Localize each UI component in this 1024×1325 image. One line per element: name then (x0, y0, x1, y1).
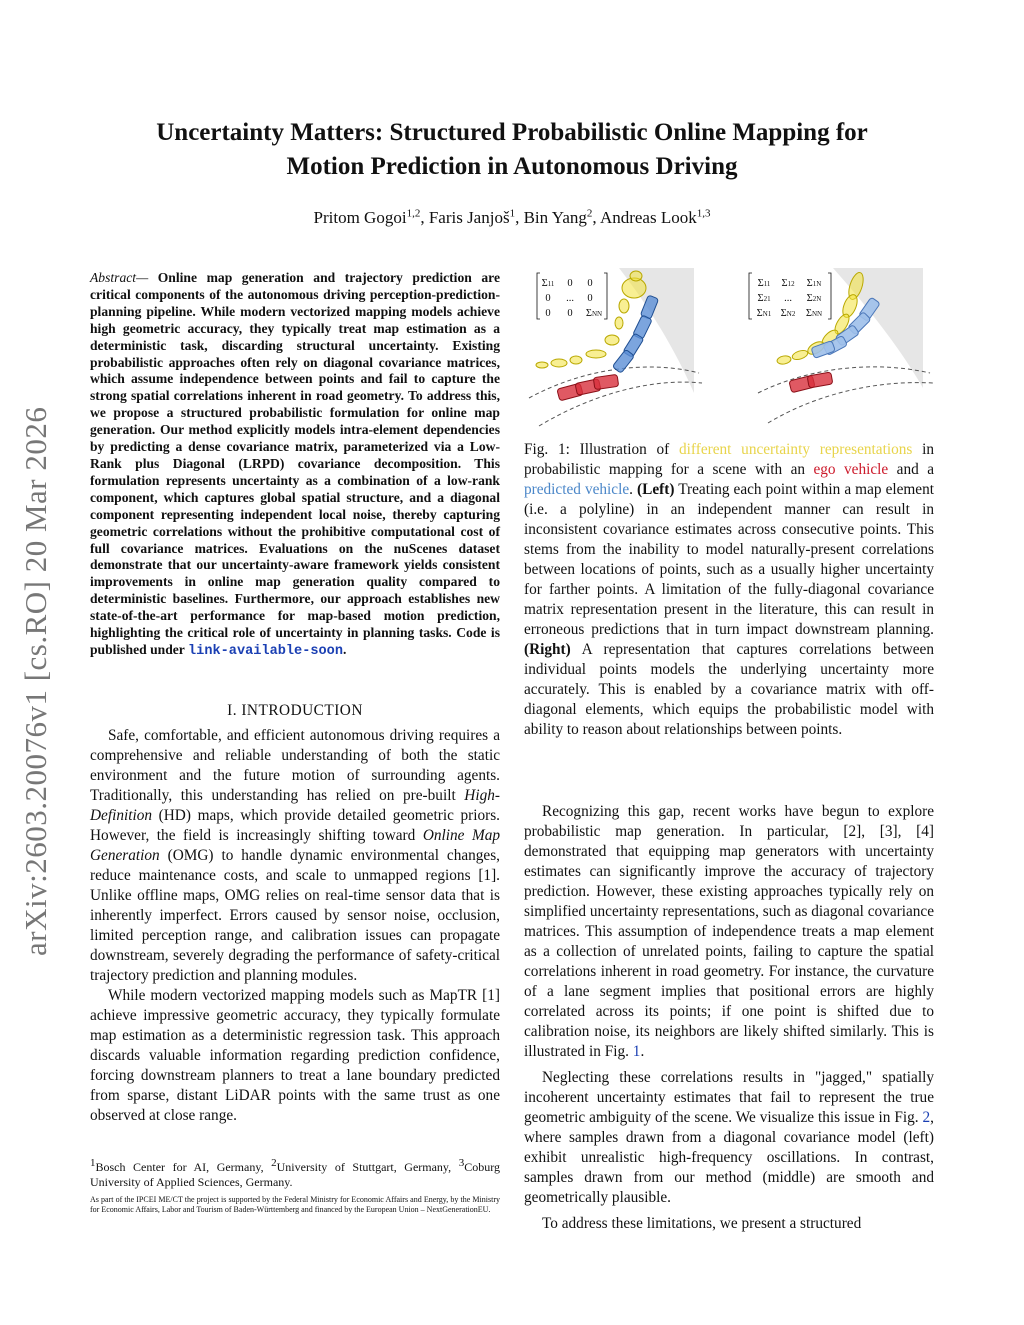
author-4: Andreas Look (599, 208, 697, 227)
svg-text:...: ... (566, 293, 574, 304)
intro-paragraph-2: While modern vectorized mapping models such as MapTR [1] achieve impressive geometric accuracy, they typically formulate map estimation as a deterministic regression task. This approach discards valuable information regarding prediction confidence, forcing downstream planners to treat a lane boundary predicted from sparse, distant LiDAR points with the same trust as one observed at close range. (90, 987, 500, 1124)
svg-text:ΣN2: ΣN2 (780, 308, 796, 319)
abstract-lead: Abstract— (90, 270, 149, 285)
caption-predicted-term: predicted vehicle (524, 481, 630, 498)
author-2: Faris Janjoš (428, 208, 510, 227)
abstract (90, 270, 500, 661)
svg-text:Σ11: Σ11 (757, 278, 771, 289)
author-1: Pritom Gogoi (313, 208, 407, 227)
figure-left-panel (529, 268, 702, 426)
introduction-text (90, 726, 500, 1126)
affiliations: $^1$Bosch Center for AI, Germany, $^2$University of Stuttgart, Germany, $^3$Coburg University of Applied Sciences, Germany. (90, 1157, 500, 1189)
svg-text:...: ... (784, 293, 792, 304)
author-2-affil: 1 (509, 207, 516, 220)
funding-note: As part of the IPCEI ME/CT the project is supported by the Federal Ministry for Economic Affairs and Energy, by the Ministry for Economic Affairs, Labor and Tourism of Baden-Württemberg and financed by the European Union – NextGenerationEU. (90, 1195, 500, 1214)
svg-text:Σ21: Σ21 (757, 293, 771, 304)
svg-text:0: 0 (567, 308, 573, 319)
svg-text:0: 0 (587, 278, 593, 289)
svg-text:Σ2N: Σ2N (806, 293, 822, 304)
matrix-right (757, 278, 822, 319)
svg-text:ΣNN: ΣNN (585, 308, 603, 319)
svg-text:Σ11: Σ11 (541, 278, 555, 289)
figure-right-panel (749, 268, 933, 423)
svg-text:ΣNN: ΣNN (805, 308, 823, 319)
abstract-end: . (343, 641, 347, 657)
lane-line-right-1 (758, 367, 930, 393)
title-line-2: Motion Prediction in Autonomous Driving (286, 153, 738, 180)
author-4-affil: 1,3 (696, 207, 711, 220)
right-paragraph-1: Recognizing this gap, recent works have begun to explore probabilistic map generation. In particular, [2], [3], [4] demonstrated that equipping map generators with uncertainty estimates can significantly improve the accuracy of trajectory prediction. However, these existing approaches typically rely on simplified uncertainty representations, such as diagonal covariance matrices. This assumption of independence treats a map element as a collection of unrelated points, failing to capture the spatial correlations inherent in road geometry. For instance, the curvature of a lane segment implies that positional errors are highly correlated across its points; if one point is shifted due to calibration noise, its neighbors are likely shifted similarly. This is illustrated in Fig. 1. (524, 803, 934, 1060)
author-list: Pritom Gogoi$^{1,2}$, Faris Janjoš$^1$, Bin Yang$^2$, Andreas Look$^{1,3}$ (313, 207, 711, 227)
figure-1 (524, 268, 936, 438)
caption-ego-term: ego vehicle (813, 461, 889, 478)
svg-text:0: 0 (545, 293, 551, 304)
intro-paragraph-1: Safe, comfortable, and efficient autonomous driving requires a comprehensive and reliable understanding of both the static environment and the future motion of surrounding agents. Traditionally, this understanding has relied on pre-built High-Definition (HD) maps, which provide detailed geometric priors. However, the field is increasingly shifting toward Online Map Generation (OMG) to handle dynamic environmental changes, reduce maintenance costs, and scale to unmapped regions [1]. Unlike offline maps, OMG relies on real-time sensor data that is inherently imperfect. Errors caused by sensor noise, occlusion, limited perception range, and calibration issues can propagate downstream, severely degrading the performance of safety-critical trajectory prediction and planning modules. (90, 727, 501, 984)
svg-text:0: 0 (567, 278, 573, 289)
section-heading-introduction: I. INTRODUCTION (227, 702, 363, 719)
svg-text:0: 0 (587, 293, 593, 304)
paper-title (90, 116, 934, 184)
ego-vehicle-right (789, 372, 833, 393)
fig-1-ref-link[interactable]: 1 (632, 1043, 641, 1060)
title-line-1: Uncertainty Matters: Structured Probabilistic Online Mapping for (156, 119, 868, 146)
caption-uncertainty-term: different uncertainty representations (679, 441, 913, 458)
affiliation-footnote (90, 1157, 500, 1215)
author-3-affil: 2 (586, 207, 593, 220)
author-1-affil: 1,2 (406, 207, 421, 220)
figure-1-caption: Fig. 1: Illustration of different uncertainty representations in probabilistic mapping for a scene with an ego vehicle and a predicted vehicle. (Left) Treating each point within a map element (i.e. a polyline) in an independent manner can result in inconsistent covariance estimates across consecutive points. This stems from the inability to model naturally-present correlations between locations of points, such as a usually higher uncertainty for farther points. A limitation of the fully-diagonal covariance matrix representation present in the literature, this can result in erroneous predictions that in turn impact downstream planning. (Right) A representation that captures correlations between individual points models the underlying uncertainty more accurately. This is enabled by a covariance matrix with off-diagonal elements, which equips the probabilistic model with ability to reason about relationships between points. (524, 441, 935, 738)
fig-2-ref-link[interactable]: 2 (922, 1109, 931, 1126)
ego-vehicle-left (557, 374, 619, 401)
svg-text:Σ1N: Σ1N (806, 278, 822, 289)
svg-text:ΣN1: ΣN1 (756, 308, 772, 319)
arxiv-side-stamp: arXiv:2603.20076v1 [cs.RO] 20 Mar 2026 (18, 406, 53, 956)
abstract-body: Online map generation and trajectory prediction are critical components of the autonomous driving perception-prediction-planning pipeline. While modern vectorized mapping models achieve high geometric accuracy, they typically treat map estimation as a deterministic task, discarding structural uncertainty. Existing probabilistic approaches often rely on diagonal covariance matrices, which assume independence between points and fail to capture the strong spatial correlations inherent in road geometry. To address this, we propose a structured probabilistic formulation for online map generation. Our method explicitly models intra-element dependencies by predicting a dense covariance matrix, parameterized via a Low-Rank plus Diagonal (LRPD) covariance decomposition. This formulation represents uncertainty as a combination of a low-rank component, which captures global spatial structure, and a diagonal component representing independent local noise, thereby capturing geometric correlations without the prohibitive computational cost of full covariance matrices. Evaluations on the nuScenes dataset demonstrate that our uncertainty-aware framework yields consistent improvements in online map generation quality compared to deterministic baselines. Furthermore, our approach establishes new state-of-the-art performance for map-based motion prediction, highlighting the critical role of uncertainty in planning tasks. Code is published under (90, 270, 500, 657)
right-column-body (524, 802, 934, 1234)
road-shoulder-right (833, 268, 923, 388)
author-3: Bin Yang (523, 208, 587, 227)
svg-text:Σ12: Σ12 (781, 278, 795, 289)
right-paragraph-2: Neglecting these correlations results in "jagged," spatially incoherent uncertainty estimates that fail to represent the true geometric ambiguity of the scene. We visualize this issue in Fig. 2, where samples drawn from a diagonal covariance model (left) exhibit unrealistic high-frequency oscillations. In contrast, samples drawn from our method (middle) are smooth and geometrically plausible. (524, 1069, 934, 1206)
code-link[interactable]: link-available-soon (188, 643, 343, 659)
right-paragraph-3: To address these limitations, we present a structured (542, 1215, 862, 1232)
svg-text:0: 0 (545, 308, 551, 319)
matrix-left (542, 278, 603, 319)
